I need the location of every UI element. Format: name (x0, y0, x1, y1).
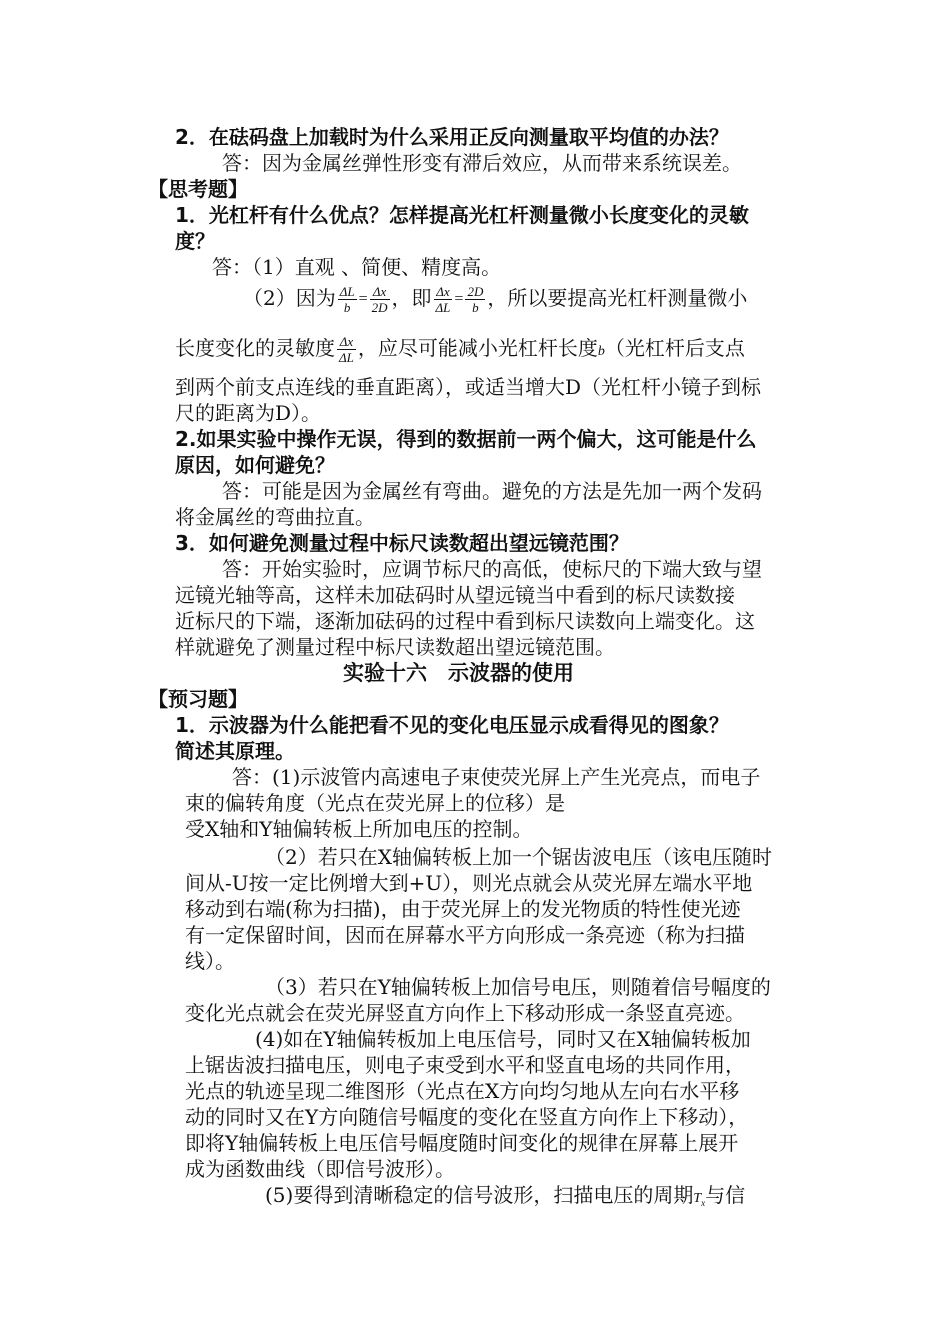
fraction-denominator: 2D (371, 300, 388, 315)
preview-a4-line5: 即将Y轴偏转板上电压信号幅度随时间变化的规律在屏幕上展开 (185, 1131, 739, 1155)
preview-a4-line4: 动的同时又在Y方向随信号幅度的变化在竖直方向作上下移动）， (185, 1105, 749, 1129)
fraction-dx-2d (370, 284, 390, 315)
thinking-a1-line3 (175, 330, 745, 370)
thinking-a2-line2: 将金属丝的弯曲拉直。 (175, 505, 375, 529)
preview-a4-line1: (4)如在Y轴偏转板加上电压信号，同时又在X轴偏转板加 (255, 1027, 751, 1051)
thinking-a1-line4: 到两个前支点连线的垂直距离），或适当增大D（光杠杆小镜子到标 (175, 375, 762, 399)
period-subscript: x (701, 1198, 706, 1208)
fraction-numerator: Δx (434, 284, 453, 300)
preview-a1-line2: 束的偏转角度（光点在荧光屏上的位移）是 (185, 791, 565, 815)
variable-b: b (597, 344, 605, 359)
thinking-a1-formula-line (243, 280, 747, 318)
formula-suffix: ，所以要提高光杠杆测量微小 (487, 286, 748, 310)
fraction-numerator: Δx (337, 334, 356, 350)
preview-a5-line1 (265, 1182, 745, 1216)
fraction-dx-dl (434, 284, 453, 315)
a5-prefix: (5)要得到清晰稳定的信号波形，扫描电压的周期 (265, 1183, 694, 1207)
fraction-denominator: ΔL (339, 350, 354, 365)
preview-a4-line2: 上锯齿波扫描电压，则电子束受到水平和竖直电场的共同作用， (185, 1053, 745, 1077)
preview-a3-line2: 变化光点就会在荧光屏竖直方向作上下移动形成一条竖直亮迹。 (185, 1001, 745, 1025)
line3-suffix: （光杠杆后支点 (604, 336, 745, 360)
preview-a2-line2: 间从-U按一定比例增大到+U），则光点就会从荧光屏左端水平地 (185, 871, 753, 895)
thinking-a1-part1: 答：（1）直观 、简便、精度高。 (212, 255, 502, 279)
thinking-q1-line2: 度？ (175, 229, 215, 253)
fraction-numerator: Δx (370, 284, 390, 300)
preview-a2-line3: 移动到右端(称为扫描)，由于荧光屏上的发光物质的特性使光迹 (185, 897, 741, 921)
fraction-2d-b (465, 284, 485, 315)
thinking-a3-line4: 样就避免了测量过程中标尺读数超出望远镜范围。 (175, 635, 615, 659)
thinking-a2-line1: 答：可能是因为金属丝有弯曲。避免的方法是先加一两个发码 (222, 479, 762, 503)
thinking-a3-line1: 答：开始实验时，应调节标尺的高低，使标尺的下端大致与望 (222, 557, 762, 581)
preview-a4-line3: 光点的轨迹呈现二维图形（光点在X方向均匀地从左向右水平移 (185, 1079, 740, 1103)
preview-a2-line1: （2）若只在X轴偏转板上加一个锯齿波电压（该电压随时 (265, 845, 772, 869)
thinking-a3-line3: 近标尺的下端，逐渐加砝码的过程中看到标尺读数向上端变化。这 (175, 609, 755, 633)
preview-q1-line1: 1．示波器为什么能把看不见的变化电压显示成看得见的图象？ (175, 713, 729, 737)
equals-sign: = (358, 290, 368, 308)
thinking-q2-line1: 2.如果实验中操作无误，得到的数据前一两个偏大，这可能是什么 (175, 427, 757, 451)
preview-a2-line4: 有一定保留时间，因而在屏幕水平方向形成一条亮迹（称为扫描 (185, 923, 745, 947)
section-heading-thinking: 【思考题】 (148, 177, 248, 201)
a5-suffix: 与信 (705, 1183, 746, 1207)
formula-comma: ，即 (391, 286, 432, 310)
line3-mid: ，应尽可能减小光杠杆长度 (357, 336, 598, 360)
fraction-dx-dl-sensitivity (337, 334, 356, 365)
preview-a2-line5: 线）。 (185, 949, 235, 973)
preview-a1-line3: 受X轴和Y轴偏转板上所加电压的控制。 (185, 817, 533, 841)
preview-a1-line1: 答：(1)示波管内高速电子束使荧光屏上产生光亮点，而电子 (232, 765, 761, 789)
experiment-title: 实验十六 示波器的使用 (343, 661, 574, 685)
fraction-dl-b (338, 284, 357, 315)
thinking-a1-line5: 尺的距离为D）。 (175, 401, 322, 425)
section-heading-preview: 【预习题】 (148, 687, 248, 711)
fraction-numerator: 2D (467, 284, 484, 299)
preview-q1-line2: 简述其原理。 (175, 739, 295, 763)
period-symbol: T (693, 1191, 702, 1206)
preview-a4-line6: 成为函数曲线（即信号波形）。 (185, 1157, 455, 1181)
thinking-q3: 3．如何避免测量过程中标尺读数超出望远镜范围？ (175, 531, 629, 555)
fraction-denominator: b (472, 300, 479, 315)
question-2-text: 2．在砝码盘上加载时为什么采用正反向测量取平均值的办法？ (175, 125, 729, 149)
answer-2-text: 答：因为金属丝弹性形变有滞后效应，从而带来系统误差。 (222, 151, 742, 175)
thinking-q1-line1: 1．光杠杆有什么优点？怎样提高光杠杆测量微小长度变化的灵敏 (175, 203, 749, 227)
thinking-q2-line2: 原因，如何避免？ (175, 453, 335, 477)
period-variable (693, 1191, 705, 1206)
preview-a3-line1: （3）若只在Y轴偏转板上加信号电压，则随着信号幅度的 (265, 975, 771, 999)
line3-prefix: 长度变化的灵敏度 (175, 336, 335, 360)
fraction-numerator: ΔL (339, 284, 355, 299)
thinking-a3-line2: 远镜光轴等高，这样未加砝码时从望远镜当中看到的标尺读数接 (175, 583, 735, 607)
fraction-denominator: ΔL (435, 300, 451, 315)
equals-sign: = (454, 290, 464, 308)
fraction-denominator: b (343, 300, 351, 315)
formula-prefix: （2）因为 (243, 286, 336, 310)
